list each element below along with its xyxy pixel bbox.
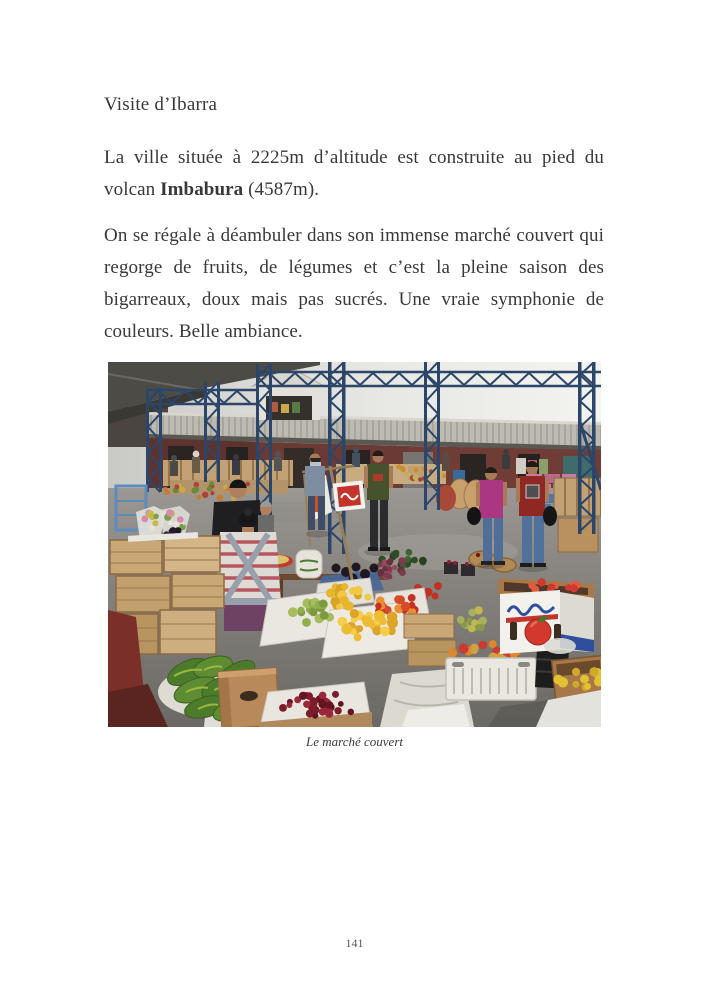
paragraph-altitude-pre: La ville située à 2225m d’altitude est construite au pied du volcan: [104, 147, 604, 200]
market-photo: [108, 362, 601, 727]
paragraph-altitude-post: (4587m).: [243, 179, 320, 200]
paragraph-market: On se régale à déambuler dans son immense marché couvert qui regorge de fruits, de légumes et c’est la pleine saison des bigarreaux, doux mais pas sucrés. Une vraie symphonie de couleurs. Belle ambiance.: [104, 225, 604, 342]
page-number: 141: [345, 936, 364, 950]
volcano-name-bold: Imbabura: [160, 179, 244, 200]
paragraph-altitude: [104, 142, 604, 206]
page-title: Visite d’Ibarra: [104, 94, 218, 115]
photo-caption: Le marché couvert: [306, 734, 403, 749]
market-photo-figure: [108, 362, 601, 751]
person-gray-cap: [258, 501, 274, 533]
